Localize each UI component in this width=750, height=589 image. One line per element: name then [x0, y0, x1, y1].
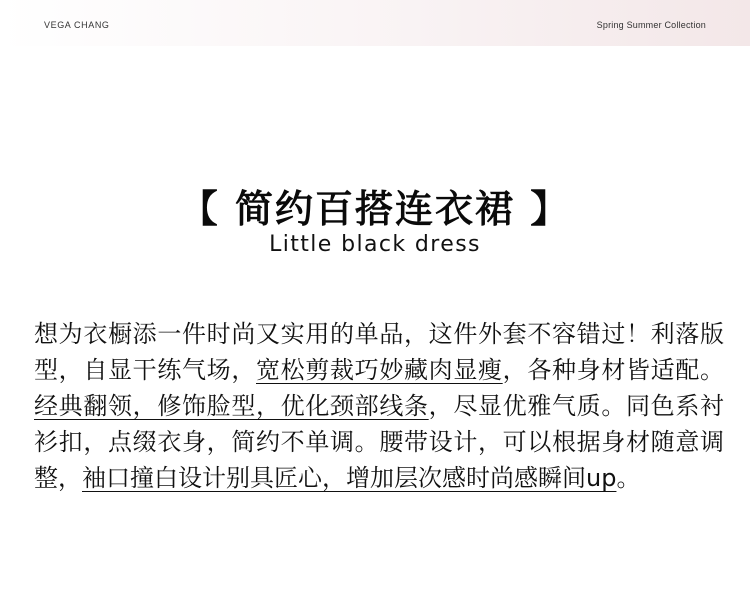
description-text: 想为衣橱添一件时尚又实用的单品，这件外套不容错过！利落版型，自显干练气场，: [34, 320, 724, 384]
highlight-lapel-collar: 经典翻领，修饰脸型，优化颈部线条: [34, 392, 429, 420]
brand-name: VEGA CHANG: [44, 20, 110, 30]
description-text: ，尽显优雅气质。同色系衬衫扣，点缀衣身，简约不单调。腰带设计，可以根据身材随意调整，: [34, 392, 725, 492]
collection-label: Spring Summer Collection: [596, 20, 706, 30]
description-text: 。: [616, 464, 641, 492]
product-description: [34, 316, 724, 496]
description-text: ，各种身材皆适配。: [502, 356, 725, 384]
page-subtitle: Little black dress: [269, 232, 481, 257]
highlight-slim-fit: 宽松剪裁巧妙藏肉显瘦: [256, 356, 503, 384]
highlight-cuff-design: 袖口撞白设计别具匠心，增加层次感时尚感瞬间up: [82, 464, 617, 492]
top-banner: [0, 0, 750, 46]
page-title: 【 简约百搭连衣裙 】: [179, 187, 571, 231]
